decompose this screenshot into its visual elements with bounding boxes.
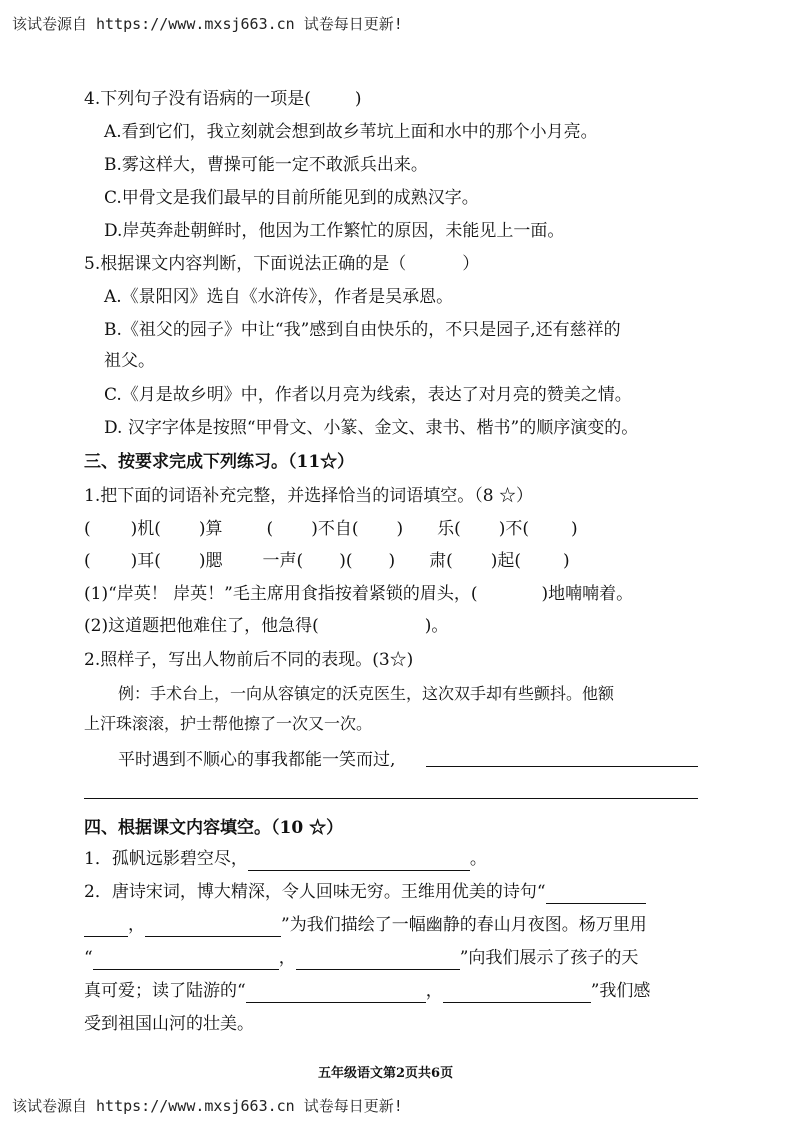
q4-stem-text: 4.下列句子没有语病的一项是( (84, 89, 311, 109)
idiom-4-open: ( (84, 551, 91, 571)
poem-3-comma: ， (278, 948, 296, 968)
idiom-1-end: )算 (198, 519, 223, 539)
fill-sentence-2 (84, 614, 448, 638)
poem-fill-2-line4 (84, 979, 650, 1003)
poem-2-blank-a-end[interactable] (84, 918, 128, 937)
poem-4-comma: ， (425, 981, 443, 1001)
poem-2-blank-b[interactable] (145, 918, 281, 937)
poem-2-comma: ， (128, 915, 145, 935)
example-line-1: 例：手术台上，一向从容镇定的沃克医生，这次双手却有些颤抖。他额 (118, 684, 615, 703)
idiom-5-end: ) (388, 551, 396, 571)
poem-4-blank-b[interactable] (443, 984, 591, 1003)
idiom-3-end: ) (571, 519, 578, 539)
poem-fill-1 (84, 847, 487, 871)
idiom-5-start: 一声( (262, 551, 304, 571)
example-line-2: 上汗珠滚滚，护士帮他擦了一次又一次。 (84, 714, 373, 733)
sec3-q2-stem: 2.照样子，写出人物前后不同的表现。(3☆) (84, 650, 414, 670)
answer-prompt: 平时遇到不顺心的事我都能一笑而过, (118, 750, 396, 770)
idiom-row-1 (84, 517, 578, 541)
poem-4-text: 真可爱；读了陆游的“ (84, 981, 246, 1001)
watermark-bottom: 该试卷源自 https://www.mxsj663.cn 试卷每日更新! (12, 1097, 403, 1115)
idiom-6-start: 肃( (429, 551, 453, 571)
page-footer: 五年级语文第2页共6页 (318, 1066, 454, 1081)
poem-2-blank-a-start[interactable] (546, 885, 646, 904)
idiom-2-open: ( (266, 519, 274, 539)
section4-title: 四、根据课文内容填空。（10 ☆） (84, 818, 344, 838)
idiom-1-open: ( (84, 519, 91, 539)
q5-stem-text: 5.根据课文内容判断，下面说法正确的是（ (84, 254, 407, 274)
poem-4-blank-a[interactable] (246, 984, 426, 1003)
answer-line-1[interactable] (426, 766, 698, 767)
idiom-2-mid: )不自( (311, 519, 359, 539)
q5-option-a: A.《景阳冈》选自《水浒传》，作者是吴承恩。 (104, 287, 454, 307)
idiom-6-mid: )起( (490, 551, 521, 571)
section3-title: 三、按要求完成下列练习。（11☆） (84, 452, 355, 472)
poem-4-end: ”我们感 (590, 981, 651, 1001)
idiom-4-end: )腮 (198, 551, 223, 571)
poem-1-text: 1．孤帆远影碧空尽， (84, 849, 248, 869)
poem-2-text-b: ”为我们描绘了一幅幽静的春山月夜图。杨万里用 (281, 915, 647, 935)
fill-2-end: )。 (424, 616, 449, 636)
q5-option-b-line2: 祖父。 (104, 351, 155, 371)
idiom-6-end: ) (563, 551, 570, 571)
poem-3-open: “ (84, 948, 93, 968)
poem-1-end: 。 (469, 849, 487, 869)
q4-option-a: A.看到它们，我立刻就会想到故乡苇坑上面和水中的那个小月亮。 (104, 122, 598, 142)
q5-option-c: C.《月是故乡明》中，作者以月亮为线索，表达了对月亮的赞美之情。 (104, 385, 632, 405)
poem-fill-2-line1 (84, 880, 646, 904)
q4-stem-close: ) (354, 89, 362, 109)
poem-fill-2-line2 (84, 913, 647, 937)
idiom-4-mid: )耳( (130, 551, 161, 571)
q4-option-b: B.雾这样大，曹操可能一定不敢派兵出来。 (104, 155, 428, 175)
fill-1-text: (1)“岸英！ 岸英！”毛主席用食指按着紧锁的眉头，( (84, 584, 478, 604)
idiom-3-start: 乐( (437, 519, 461, 539)
q5-stem-close: ） (462, 254, 480, 274)
idiom-2-end: ) (396, 519, 404, 539)
watermark-top: 该试卷源自 https://www.mxsj663.cn 试卷每日更新! (12, 15, 403, 33)
q5-option-d: D. 汉字字体是按照“甲骨文、小篆、金文、隶书、楷书”的顺序演变的。 (104, 418, 639, 438)
q4-option-c: C.甲骨文是我们最早的目前所能见到的成熟汉字。 (104, 188, 479, 208)
poem-3-text: ”向我们展示了孩子的天 (459, 948, 639, 968)
idiom-5-mid: )( (339, 551, 353, 571)
poem-fill-2-line5: 受到祖国山河的壮美。 (84, 1014, 254, 1034)
answer-line-2[interactable] (84, 798, 698, 799)
poem-fill-2-line3 (84, 946, 638, 970)
fill-1-end: )地喃喃着。 (541, 584, 634, 604)
idiom-3-mid: )不( (498, 519, 529, 539)
q4-option-d: D.岸英奔赴朝鲜时，他因为工作繁忙的原因，未能见上一面。 (104, 221, 565, 241)
fill-sentence-1 (84, 582, 633, 606)
poem-1-blank[interactable] (248, 852, 470, 871)
idiom-row-2 (84, 549, 570, 573)
q5-option-b-line1: B.《祖父的园子》中让“我”感到自由快乐的，不只是园子,还有慈祥的 (104, 320, 621, 340)
poem-2-text: 2．唐诗宋词，博大精深，令人回味无穷。王维用优美的诗句“ (84, 882, 546, 902)
q5-stem (84, 252, 479, 276)
q4-stem (84, 87, 362, 111)
idiom-1-mid: )机( (130, 519, 161, 539)
fill-2-text: (2)这道题把他难住了，他急得( (84, 616, 319, 636)
sec3-q1-stem: 1.把下面的词语补充完整，并选择恰当的词语填空。（8 ☆） (84, 486, 533, 506)
poem-3-blank-b[interactable] (296, 951, 460, 970)
poem-3-blank-a[interactable] (93, 951, 279, 970)
